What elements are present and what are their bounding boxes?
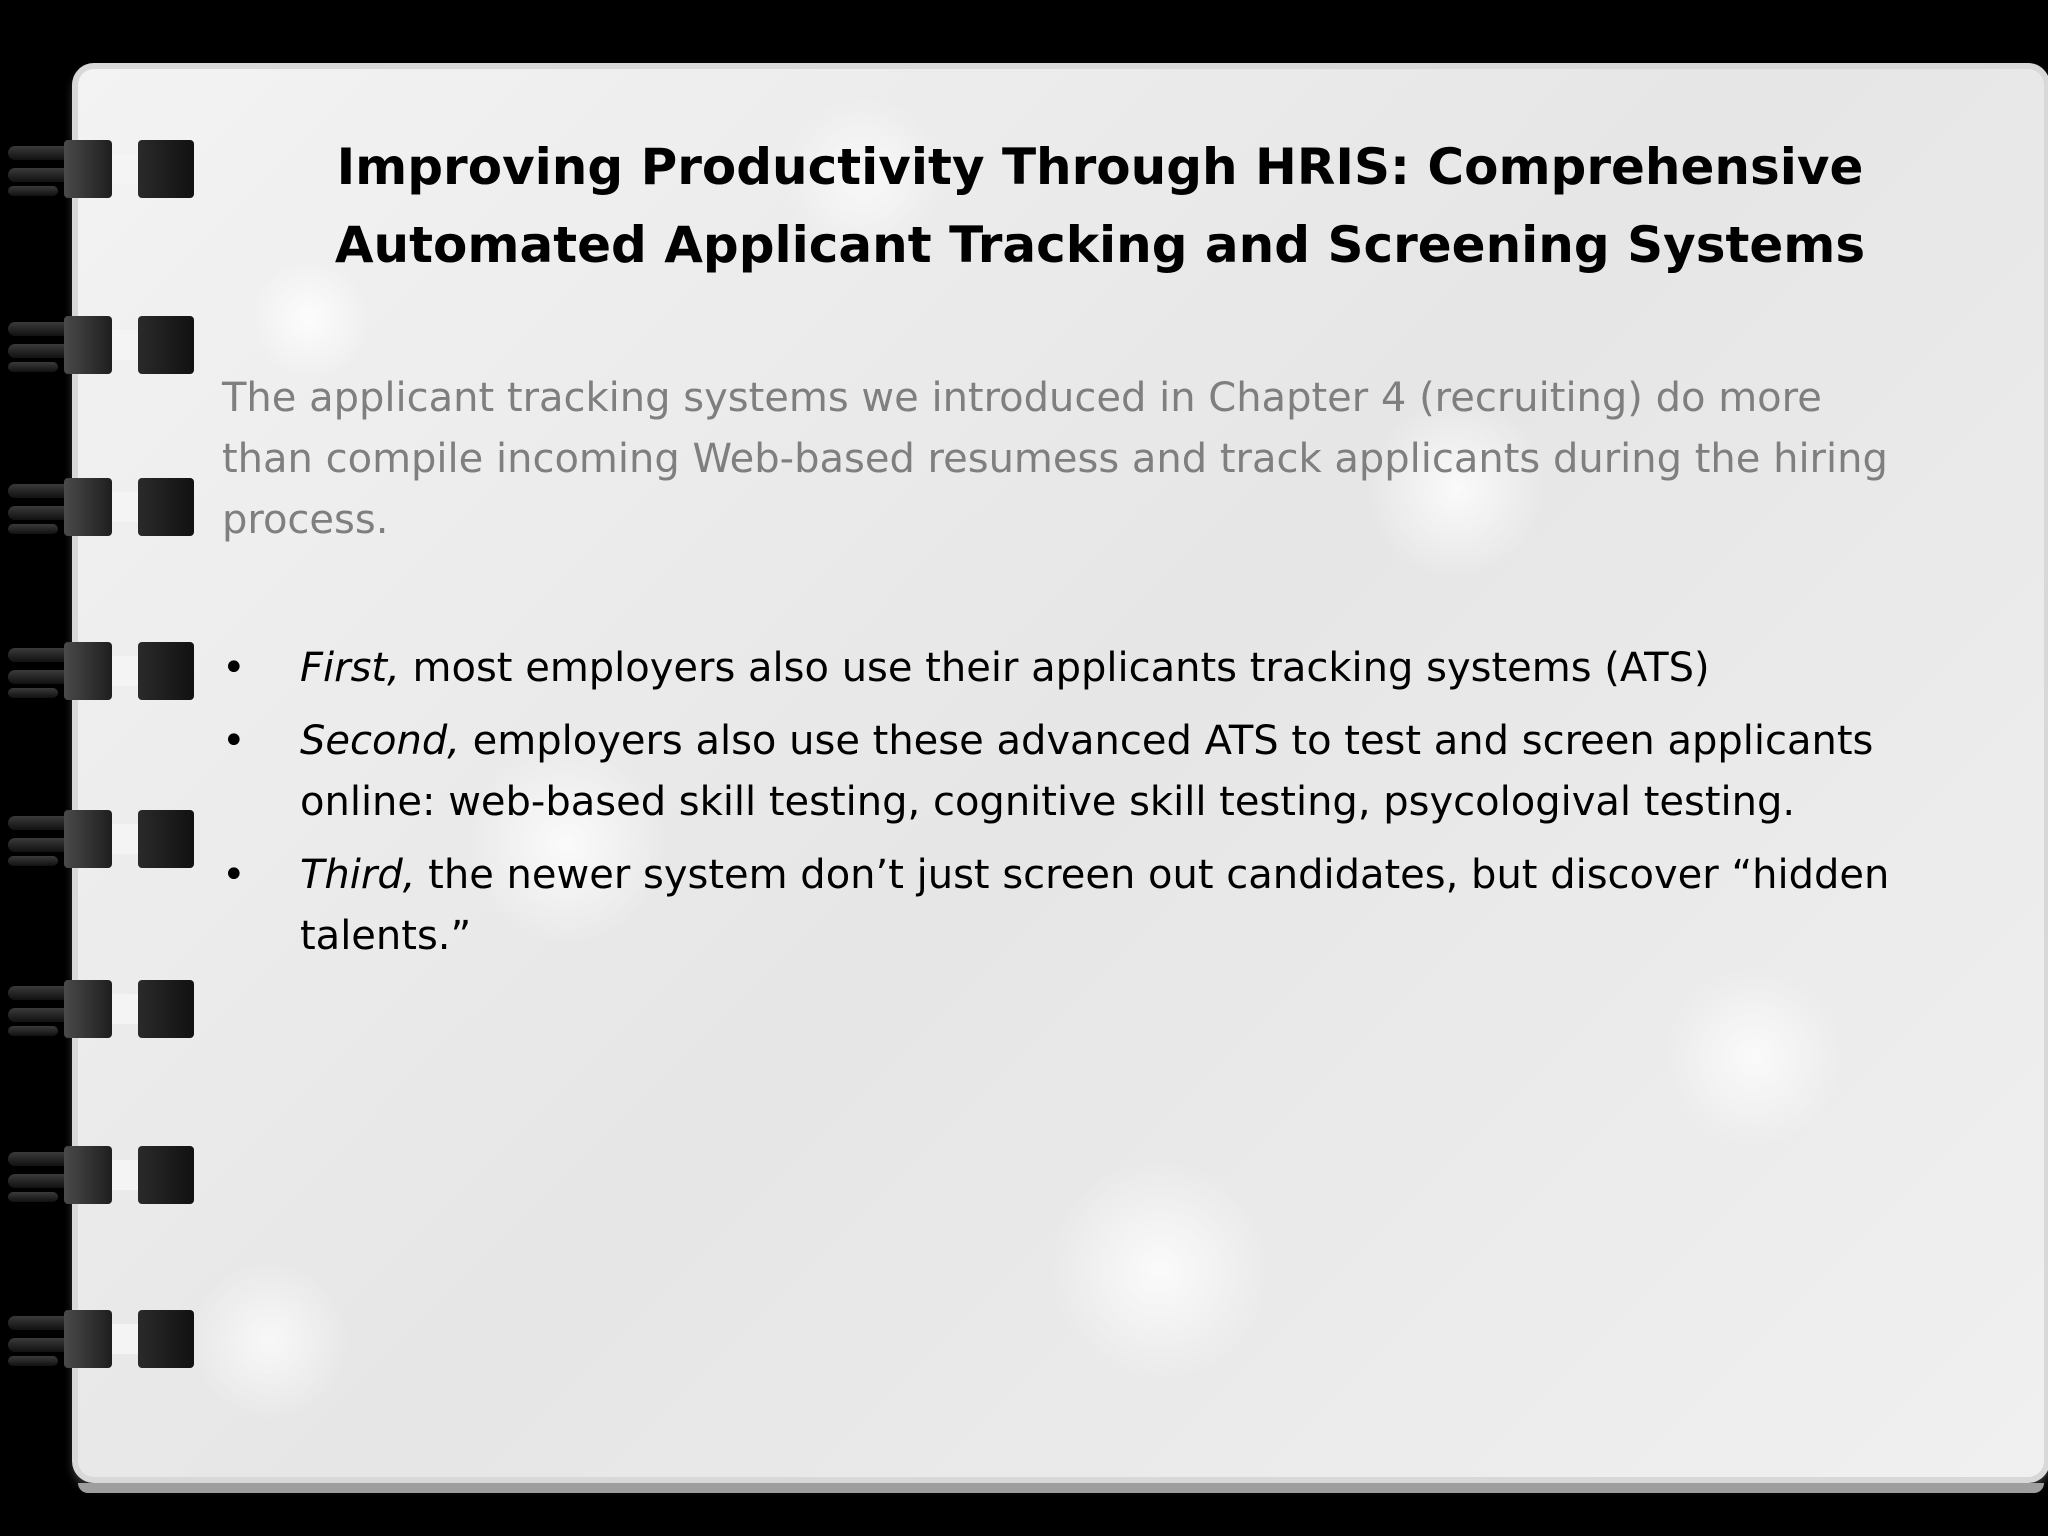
- slide-title: [230, 128, 1970, 284]
- bullet-lead: First,: [300, 645, 400, 691]
- spiral-ring-icon: [8, 140, 188, 204]
- spiral-ring-icon: [8, 478, 188, 542]
- spiral-ring-icon: [8, 1310, 188, 1374]
- bullet-item: [222, 638, 1922, 699]
- bullet-icon: •: [222, 645, 246, 691]
- spiral-ring-icon: [8, 980, 188, 1044]
- bullet-icon: •: [222, 718, 246, 764]
- bullet-lead: Third,: [300, 852, 416, 898]
- bullet-icon: •: [222, 852, 246, 898]
- bullet-item: [222, 845, 1922, 967]
- bullet-item: [222, 711, 1922, 833]
- bullet-text: the newer system don’t just screen out candidates, but discover “hidden talents.”: [300, 852, 1890, 959]
- slide-title-line: Automated Applicant Tracking and Screening Systems: [334, 216, 1866, 274]
- intro-paragraph: The applicant tracking systems we introduced in Chapter 4 (recruiting) do more than compile incoming Web-based resumess and track applicants during the hiring process.: [222, 375, 1888, 543]
- bullet-list: [222, 638, 1922, 979]
- bullet-text: most employers also use their applicants tracking systems (ATS): [399, 645, 1710, 691]
- slide-title-line: Improving Productivity Through HRIS: Comprehensive: [336, 138, 1864, 196]
- spiral-ring-icon: [8, 1146, 188, 1210]
- spiral-ring-icon: [8, 810, 188, 874]
- bullet-lead: Second,: [300, 718, 460, 764]
- spiral-ring-icon: [8, 316, 188, 380]
- spiral-ring-icon: [8, 642, 188, 706]
- bullet-text: employers also use these advanced ATS to test and screen applicants online: web-based skill testing, cognitive skill testing, psycologival testing.: [300, 718, 1874, 825]
